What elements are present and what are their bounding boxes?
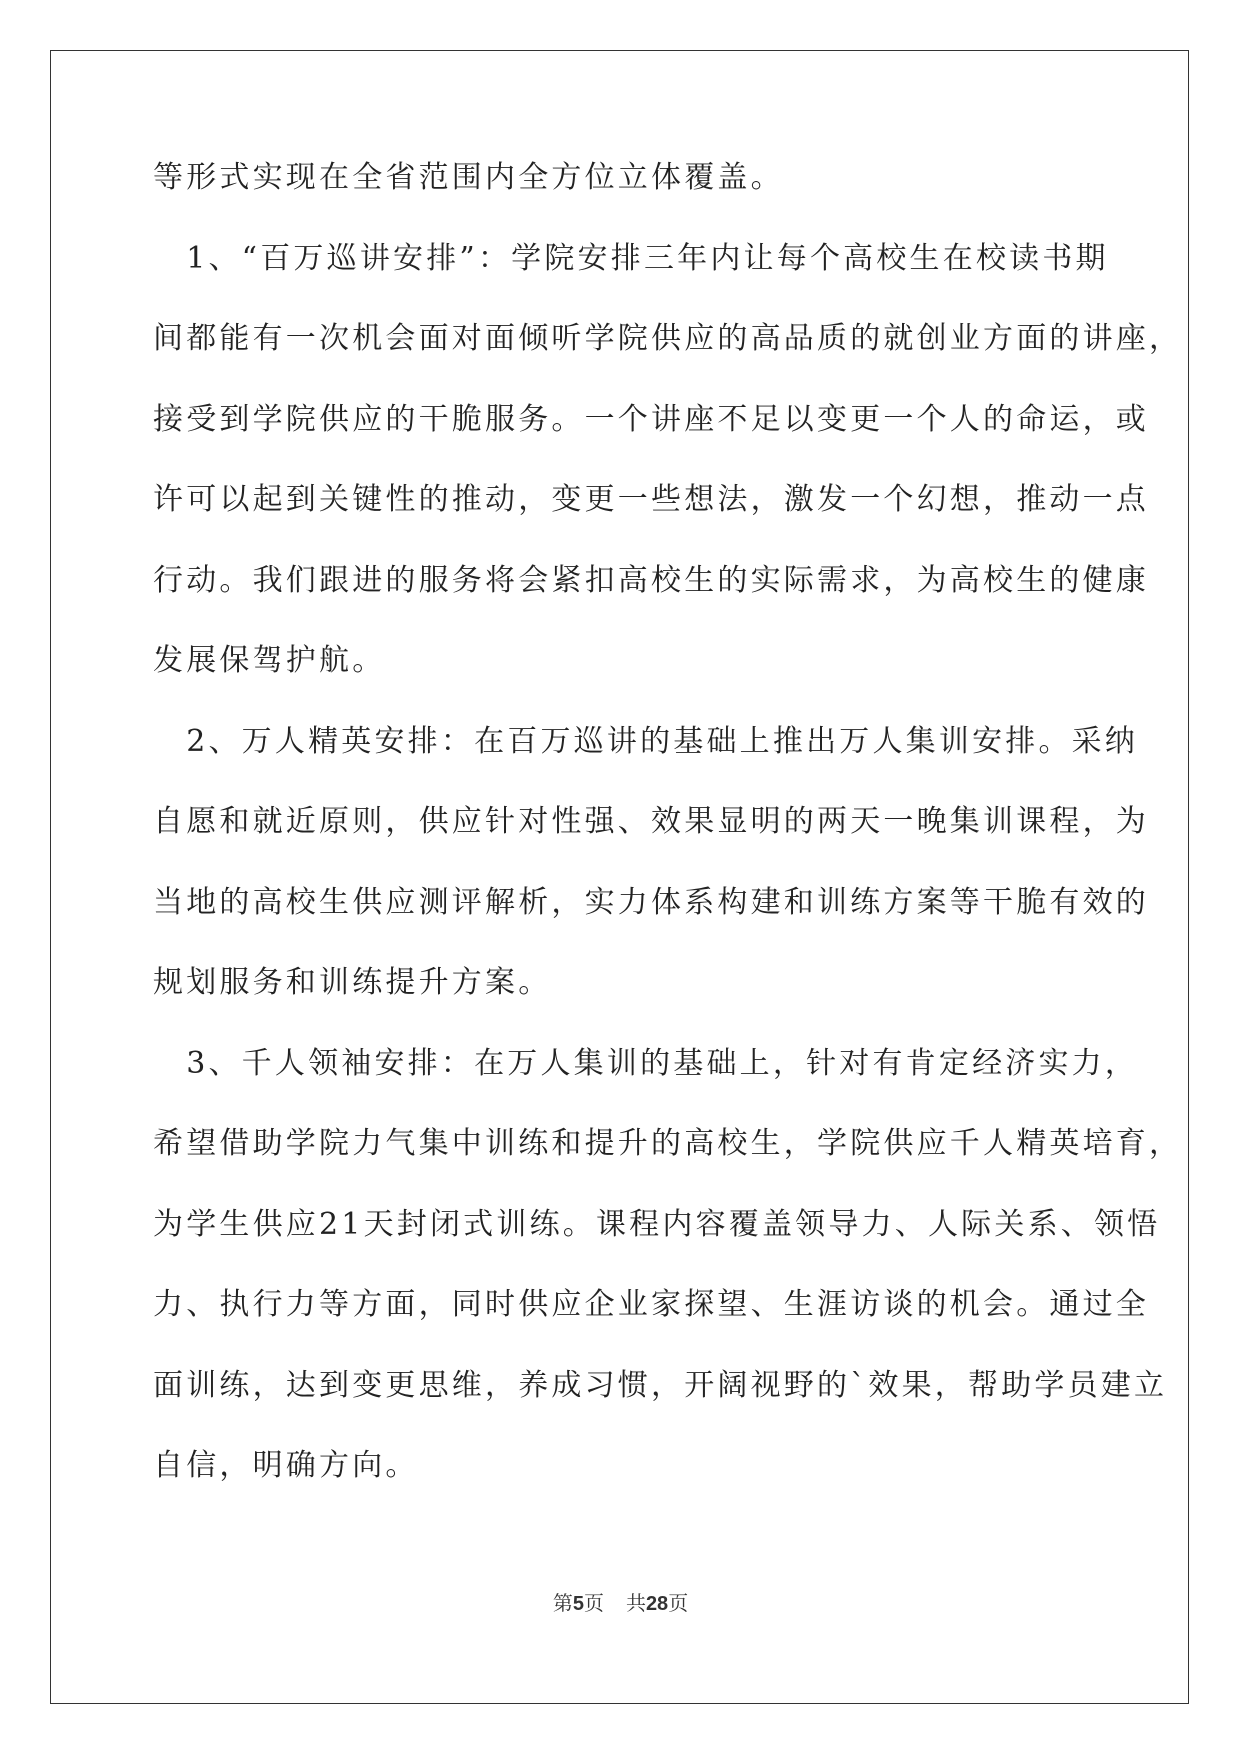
- text-line: 自愿和就近原则，供应针对性强、效果显明的两天一晚集训课程，为: [153, 804, 1149, 839]
- text-line: 3、千人领袖安排：在万人集训的基础上，针对有肯定经济实力，: [153, 1045, 1139, 1081]
- text-line: 发展保驾护航。: [153, 643, 386, 678]
- text-line: 行动。我们跟进的服务将会紧扣高校生的实际需求，为高校生的健康: [153, 562, 1149, 598]
- total-prefix: 共: [625, 1591, 646, 1615]
- total-suffix: 页: [668, 1591, 689, 1615]
- page-number: 5: [572, 1593, 584, 1615]
- page-prefix: 第: [552, 1591, 573, 1615]
- page-footer: [0, 1591, 1241, 1616]
- text-line: 1、“百万巡讲安排”：学院安排三年内让每个高校生在校读书期: [153, 240, 1109, 276]
- text-line: 力、执行力等方面，同时供应企业家探望、生涯访谈的机会。通过全: [153, 1287, 1149, 1322]
- page-suffix: 页: [583, 1591, 604, 1615]
- text-line: 等形式实现在全省范围内全方位立体覆盖。: [153, 160, 784, 195]
- text-line: 为学生供应21天封闭式训练。课程内容覆盖领导力、人际关系、领悟: [153, 1206, 1161, 1242]
- text-line: 规划服务和训练提升方案。: [153, 965, 552, 1000]
- document-body: [153, 160, 1183, 1529]
- text-line: 接受到学院供应的干脆服务。一个讲座不足以变更一个人的命运，或: [153, 401, 1149, 437]
- text-line: 自信，明确方向。: [153, 1448, 419, 1483]
- text-line: 当地的高校生供应测评解析，实力体系构建和训练方案等干脆有效的: [153, 884, 1149, 920]
- text-line: 希望借助学院力气集中训练和提升的高校生，学院供应千人精英培育，: [153, 1126, 1183, 1161]
- text-line: 2、万人精英安排：在百万巡讲的基础上推出万人集训安排。采纳: [153, 723, 1139, 759]
- text-line: 许可以起到关键性的推动，变更一些想法，激发一个幻想，推动一点: [153, 482, 1149, 517]
- text-line: 面训练，达到变更思维，养成习惯，开阔视野的`效果，帮助学员建立: [153, 1367, 1168, 1403]
- total-pages: 28: [645, 1593, 669, 1615]
- text-line: 间都能有一次机会面对面倾听学院供应的高品质的就创业方面的讲座，: [153, 321, 1183, 356]
